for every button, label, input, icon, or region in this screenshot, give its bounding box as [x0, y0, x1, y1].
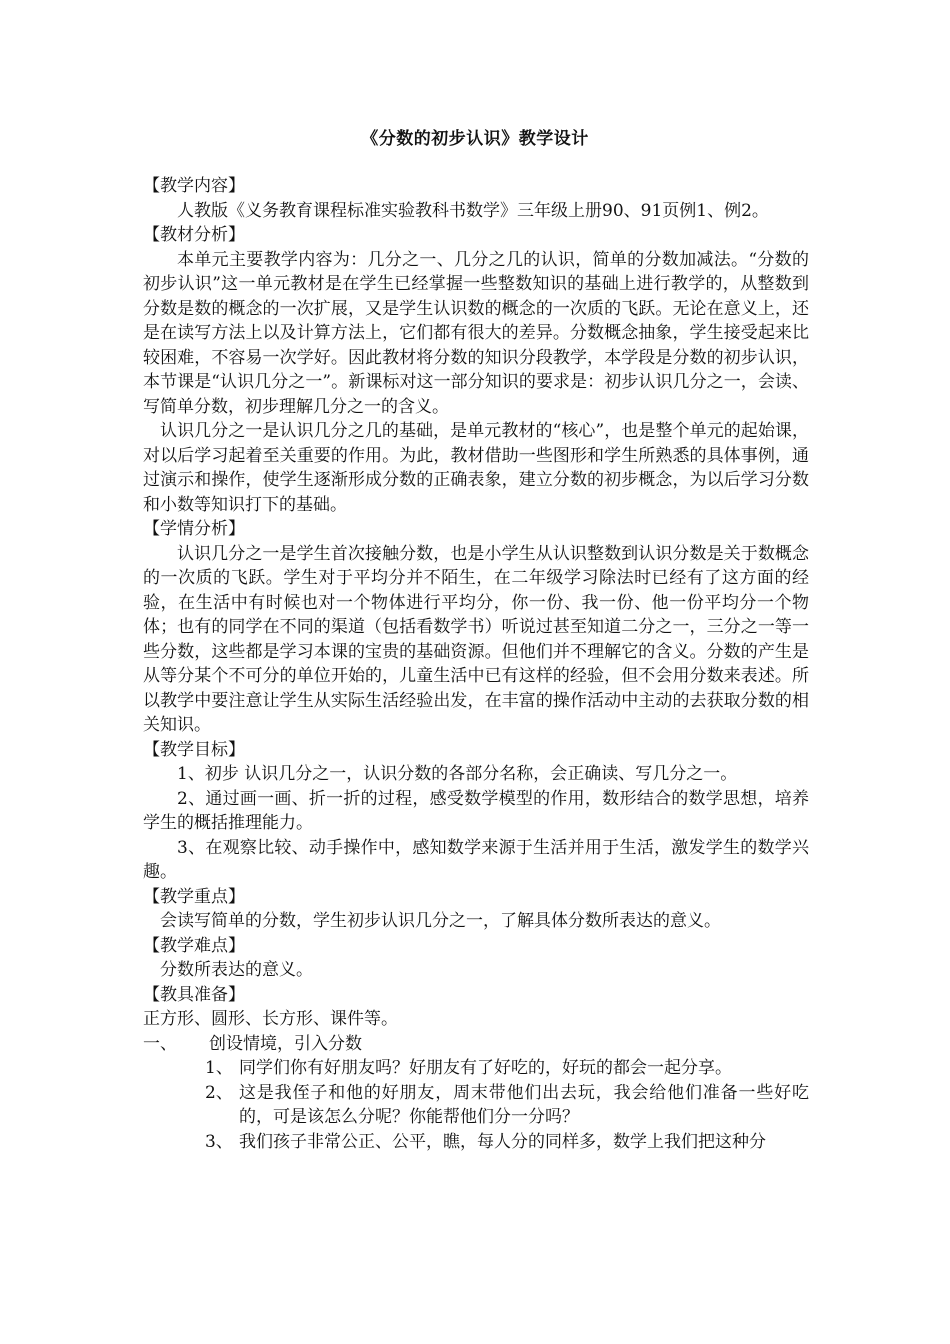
heading-tools: 【教具准备】 — [143, 984, 245, 1005]
list-item-number: 1、 — [205, 1058, 233, 1078]
list-item — [143, 1130, 809, 1155]
list-item-text: 我们孩子非常公正、公平，瞧，每人分的同样多，数学上我们把这种分 — [239, 1131, 766, 1152]
paragraph-material-analysis-2: 认识几分之一是认识几分之几的基础，是单元教材的“核心”，也是整个单元的起始课，对以后学习起着至关重要的作用。为此，教材借助一些图形和学生所熟悉的具体事例，通过演示和操作，使学生逐渐形成分数的正确表象，建立分数的初步概念，为以后学习分数和小数等知识打下的基础。 — [143, 421, 809, 515]
paragraph-tools: 正方形、圆形、长方形、课件等。 — [143, 1009, 398, 1029]
heading-teaching-content: 【教学内容】 — [143, 176, 245, 196]
list-item-text: 同学们你有好朋友吗？好朋友有了好吃的，好玩的都会一起分享。 — [239, 1058, 732, 1078]
goal-item: 1、初步 认识几分之一，认识分数的各部分名称，会正确读、写几分之一。 — [177, 764, 738, 784]
heading-student-analysis: 【学情分析】 — [143, 519, 245, 539]
list-item-number: 3、 — [205, 1131, 233, 1152]
heading-material-analysis: 【教材分析】 — [143, 225, 245, 245]
paragraph-student-analysis: 认识几分之一是学生首次接触分数，也是小学生从认识整数到认识分数是关于数概念的一次质的飞跃。学生对于平均分并不陌生，在二年级学习除法时已经有了这方面的经验，在生活中有时候也对一个物体进行平均分，你一份、我一份、他一份平均分一个物体；也有的同学在不同的渠道（包括看数学书）听说过甚至知道二分之一，三分之一等一些分数，这些都是学习本课的宝贵的基础资源。但他们并不理解它的含义。分数的产生是从等分某个不可分的单位开始的，儿童生活中已有这样的经验，但不会用分数来表述。所以教学中要注意让学生从实际生活经验出发，在丰富的操作活动中主动的去获取分数的相关知识。 — [143, 543, 809, 735]
heading-key-point: 【教学重点】 — [143, 886, 245, 907]
list-item — [143, 1081, 809, 1130]
heading-teaching-goals: 【教学目标】 — [143, 739, 245, 760]
list-item-text: 这是我侄子和他的好朋友，周末带他们出去玩，我会给他们准备一些好吃的，可是该怎么分呢？你能帮他们分一分吗？ — [239, 1082, 809, 1127]
paragraph-material-analysis-1: 本单元主要教学内容为：几分之一、几分之几的认识，简单的分数加减法。“分数的初步认识”这一单元教材是在学生已经掌握一些整数知识的基础上进行教学的，从整数到分数是数的概念的一次扩展，又是学生认识数的概念的一次质的飞跃。无论在意义上，还是在读写方法上以及计算方法上，它们都有很大的差异。分数概念抽象，学生接受起来比较困难，不容易一次学好。因此教材将分数的知识分段教学，本学段是分数的初步认识，本节课是“认识几分之一”。新课标对这一部分知识的要求是：初步认识几分之一，会读、写简单分数，初步理解几分之一的含义。 — [143, 249, 809, 417]
heading-difficulty: 【教学难点】 — [143, 935, 245, 956]
goal-item: 2、通过画一画、折一折的过程，感受数学模型的作用，数形结合的数学思想，培养学生的概括推理能力。 — [143, 788, 809, 833]
document-body — [143, 174, 809, 1154]
document-title: 《分数的初步认识》教学设计 — [361, 129, 589, 149]
process-step — [143, 1032, 809, 1057]
paragraph-difficulty: 分数所表达的意义。 — [160, 960, 313, 980]
process-step-number: 一、 — [143, 1033, 177, 1054]
process-step-title: 创设情境，引入分数 — [209, 1033, 362, 1054]
paragraph-teaching-content: 人教版《义务教育课程标准实验教科书数学》三年级上册90、91页例1、例2。 — [177, 200, 769, 221]
list-item — [143, 1056, 809, 1081]
goal-item: 3、在观察比较、动手操作中，感知数学来源于生活并用于生活，激发学生的数学兴趣。 — [143, 837, 809, 882]
paragraph-key-point: 会读写简单的分数，学生初步认识几分之一，了解具体分数所表达的意义。 — [160, 911, 721, 931]
list-item-number: 2、 — [205, 1082, 233, 1103]
